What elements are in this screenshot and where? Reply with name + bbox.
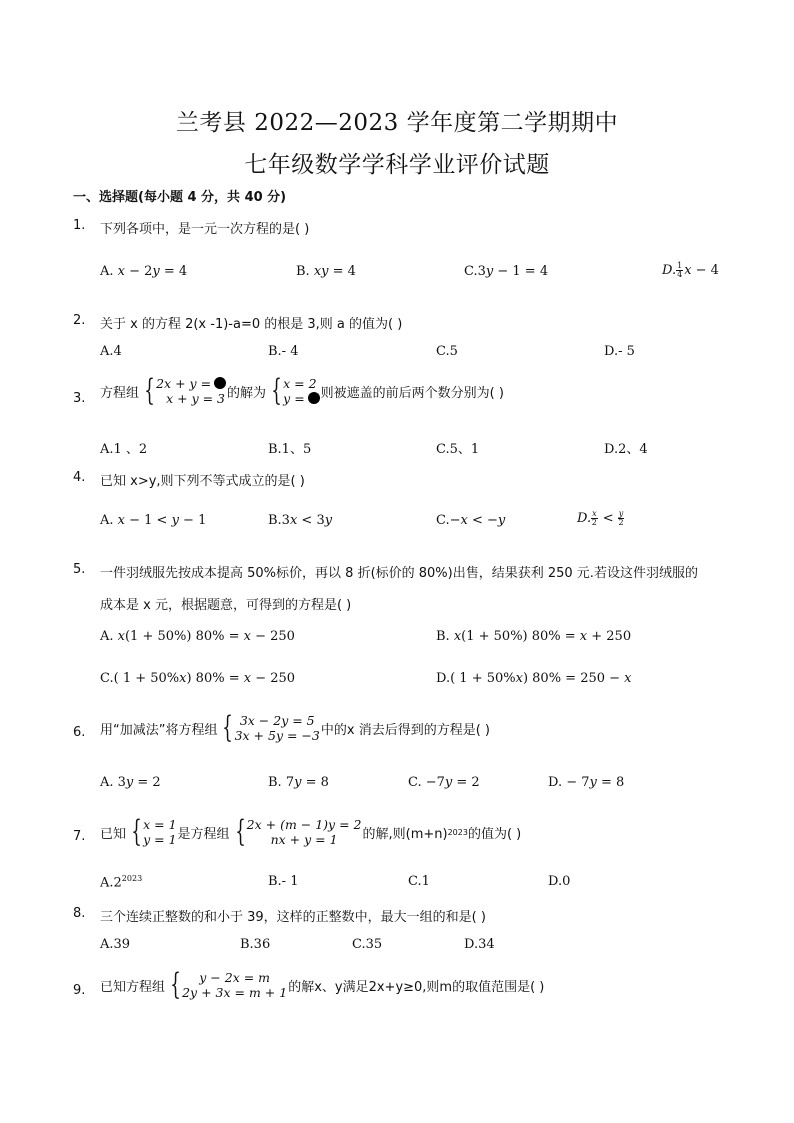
question-text-prefix: 用“加减法”将方程组 <box>100 722 218 738</box>
q2-option-d: D.- 5 <box>604 344 635 359</box>
question-text: 一件羽绒服先按成本提高 50%标价，再以 8 折(标价的 80%)出售，结果获利 250 元.若设这件羽绒服的 <box>100 566 698 581</box>
question-number: 7. <box>73 829 86 844</box>
equation-system <box>231 814 362 849</box>
solution-line: 𝑥 = 2 <box>283 376 317 391</box>
question-text <box>100 373 504 408</box>
equation-line: 𝑥 + 𝑦 = 3 <box>166 391 226 406</box>
question-text: 下列各项中，是一元一次方程的是( ) <box>100 222 310 237</box>
equation-system <box>218 710 320 745</box>
question-text: 关于 x 的方程 2(x -1)-a=0 的根是 3,则 a 的值为( ) <box>100 317 403 332</box>
q1-option-c: C.3𝑦 − 1 = 4 <box>464 264 549 279</box>
numerator: 1 <box>677 261 683 270</box>
solution-line: 𝑥 = 1 <box>143 817 177 832</box>
exponent: 2023 <box>447 827 468 837</box>
question-text-suffix: 则被遮盖的前后两个数分别为( ) <box>320 385 504 401</box>
equation-line: 𝑛𝑥 + 𝑦 = 1 <box>270 832 338 847</box>
q7-option-c: C.1 <box>408 874 430 889</box>
option-label: D. <box>577 511 592 526</box>
q1-option-b: B. 𝑥𝑦 = 4 <box>296 264 356 279</box>
equation-lines <box>247 817 362 847</box>
solution-line <box>283 391 320 406</box>
q8-option-c: C.35 <box>352 937 383 952</box>
equation-lines <box>235 713 320 743</box>
q3-option-a: A.1 、2 <box>100 442 148 457</box>
question-text-suffix: 的解x、y满足2x+y≥0,则m的取值范围是( ) <box>288 979 545 995</box>
q7-option-a <box>100 874 142 890</box>
question-number: 6. <box>73 725 86 740</box>
left-brace: { <box>234 814 246 849</box>
question-number: 8. <box>73 906 86 921</box>
question-number: 2. <box>73 313 86 328</box>
solution-line: 𝑦 = 1 <box>143 832 177 847</box>
question-text-middle: 是方程组 <box>177 826 230 842</box>
equation-line: 3𝑥 − 2𝑦 = 5 <box>239 713 315 728</box>
denominator: 2 <box>591 518 597 527</box>
solution-system <box>127 814 177 849</box>
left-brace: { <box>131 814 142 849</box>
question-text <box>100 710 490 745</box>
q5-option-c: C.( 1 + 50%𝑥) 80% = 𝑥 − 250 <box>100 671 296 686</box>
q8-option-a: A.39 <box>100 937 131 952</box>
question-text-prefix: 已知方程组 <box>100 979 166 995</box>
question-text <box>100 967 545 1002</box>
less-than-sign: < <box>598 511 618 526</box>
equation-line: 𝑦 − 2𝑥 = 𝑚 <box>199 970 271 985</box>
fraction <box>591 510 598 527</box>
q4-option-c: C.−𝑥 < −𝑦 <box>436 513 506 528</box>
equation-line: 2𝑦 + 3𝑥 = 𝑚 + 1 <box>182 985 288 1000</box>
q4-option-a: A. 𝑥 − 1 < 𝑦 − 1 <box>100 513 207 528</box>
expression: 𝑥 − 4 <box>684 263 719 278</box>
q2-option-c: C.5 <box>436 344 458 359</box>
equation-line <box>156 376 226 391</box>
equation-line: 3𝑥 + 5𝑦 = −3 <box>234 728 320 743</box>
question-number: 5. <box>73 562 86 577</box>
q2-option-b: B.- 4 <box>268 344 299 359</box>
q6-option-b: B. 7𝑦 = 8 <box>268 775 329 790</box>
question-text <box>100 814 522 849</box>
question-number: 9. <box>73 983 86 998</box>
equation-text: 2𝑥 + 𝑦 = <box>156 376 212 391</box>
denominator: 2 <box>618 518 624 527</box>
q5-option-b: B. 𝑥(1 + 50%) 80% = 𝑥 + 250 <box>436 629 632 644</box>
question-text: 已知 x>y,则下列不等式成立的是( ) <box>100 474 305 489</box>
q6-option-d: D. − 7𝑦 = 8 <box>548 775 625 790</box>
q5-option-d: D.( 1 + 50%𝑥) 80% = 250 − 𝑥 <box>436 671 632 686</box>
left-brace: { <box>170 967 181 1002</box>
numerator: 𝑦 <box>618 509 624 518</box>
section-heading-choice: 一、选择题(每小题 4 分，共 40 分) <box>73 190 287 205</box>
q1-option-d <box>662 262 719 279</box>
question-number: 3. <box>73 391 86 406</box>
exam-title-line2: 七年级数学学科学业评价试题 <box>244 152 550 178</box>
question-text-prefix: 已知 <box>100 826 127 842</box>
denominator: 4 <box>677 270 683 279</box>
fraction <box>618 510 625 527</box>
q1-option-a: A. 𝑥 − 2𝑦 = 4 <box>100 264 188 279</box>
q7-option-d: D.0 <box>548 874 571 889</box>
exam-title-line1: 兰考县 2022—2023 学年度第二学期期中 <box>175 110 619 136</box>
q6-option-a: A. 3𝑦 = 2 <box>100 775 161 790</box>
numerator: 𝑥 <box>592 509 597 518</box>
question-text-end: 的值为( ) <box>467 826 522 842</box>
left-brace: { <box>222 710 234 745</box>
question-text-middle: 的解为 <box>227 385 267 401</box>
equation-lines <box>156 376 226 406</box>
equation-lines <box>182 970 287 1000</box>
question-number: 4. <box>73 470 86 485</box>
q4-option-d <box>577 510 625 527</box>
fraction <box>676 262 683 279</box>
q8-option-d: D.34 <box>464 937 495 952</box>
exponent: 2023 <box>121 874 143 883</box>
question-text-prefix: 方程组 <box>100 385 140 401</box>
covered-number-blot <box>214 377 226 389</box>
option-label: D. <box>662 263 677 278</box>
equation-system <box>166 967 288 1002</box>
equation-system <box>140 373 226 408</box>
q5-option-a: A. 𝑥(1 + 50%) 80% = 𝑥 − 250 <box>100 629 295 644</box>
q3-option-c: C.5、1 <box>436 442 480 457</box>
q4-option-b: B.3𝑥 < 3𝑦 <box>268 513 333 528</box>
q2-option-a: A.4 <box>100 344 122 359</box>
q6-option-c: C. −7𝑦 = 2 <box>408 775 480 790</box>
left-brace: { <box>144 373 155 408</box>
option-text: A.2 <box>100 875 122 891</box>
q3-option-b: B.1、5 <box>268 442 312 457</box>
covered-number-blot <box>308 392 320 404</box>
solution-lines <box>283 376 320 406</box>
solution-text: 𝑦 = <box>283 391 305 406</box>
solution-system <box>267 373 320 408</box>
question-text: 成本是 x 元，根据题意，可得到的方程是( ) <box>100 598 352 613</box>
question-number: 1. <box>73 218 86 233</box>
question-text: 三个连续正整数的和小于 39，这样的正整数中，最大一组的和是( ) <box>100 910 486 925</box>
left-brace: { <box>271 373 282 408</box>
q7-option-b: B.- 1 <box>268 874 299 889</box>
q3-option-d: D.2、4 <box>604 442 648 457</box>
equation-line: 2𝑥 + (𝑚 − 1)𝑦 = 2 <box>246 817 362 832</box>
solution-lines <box>143 817 176 847</box>
q8-option-b: B.36 <box>240 937 271 952</box>
question-text-suffix: 中的x 消去后得到的方程是( ) <box>320 722 490 738</box>
question-text-suffix: 的解,则(m+n) <box>362 826 448 842</box>
